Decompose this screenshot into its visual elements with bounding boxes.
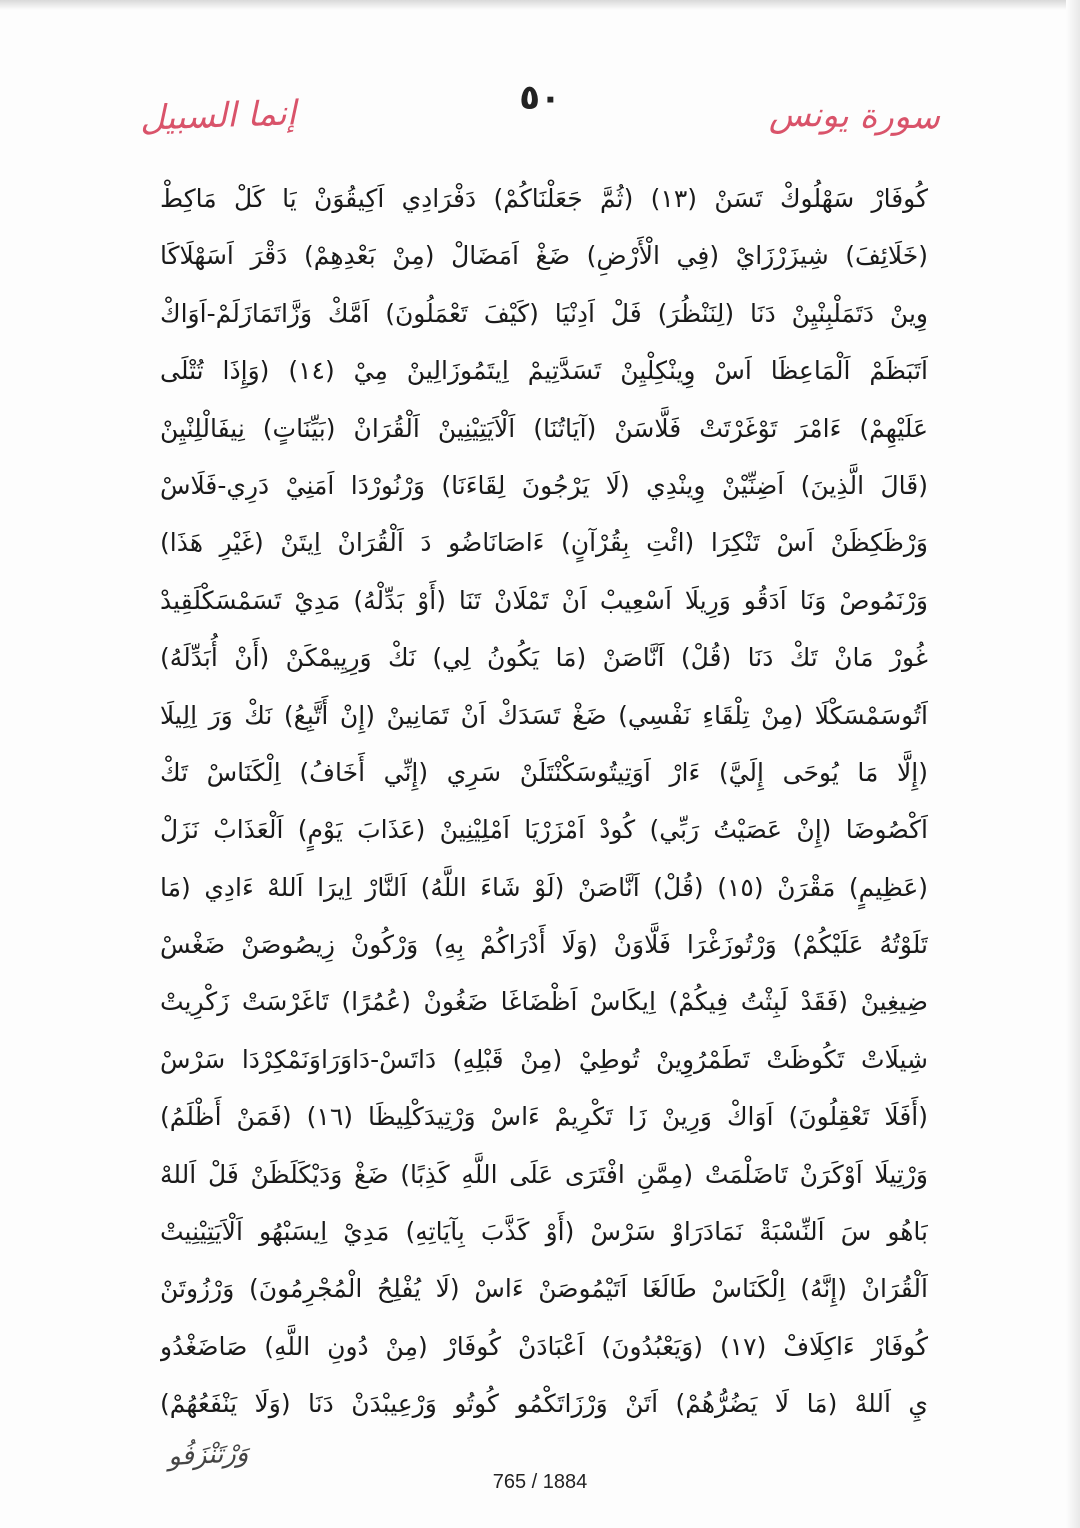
text-line: اَتَبَظَمْ اَلْمَاعِظَا اَسْ وِينْكِلْيِنْ تَسَدَّتِيمْ اِيتَمُوزَالِينْ مِيْ (١٤) (وَإِذَا تُتْلَى xyxy=(160,356,928,386)
text-line: (قَالَ الَّذِينَ) اَضِنِّيْنْ وِينْدِي (لَا يَرْجُونَ لِقَاءَنَا) وَرْنُورْدَا اَمَنِيْ دَرِي-فَلَاسْ xyxy=(160,470,928,500)
text-line: بَاهُو سَ اَلنِّسْبَةْ نَمَادَرَاوْ سَرْسْ (أَوْ كَذَّبَ بِآيَاتِهِ) مَدِيْ اِيسَبْهُو اَلْاَيَتِيْنِيتْ xyxy=(160,1217,928,1247)
text-line: كُوفَارْ سَهْلُوكْ تَسَنْ (١٣) (ثُمَّ جَعَلْنَاكُمْ) دَفْرَادِي اَكِيقُوَنْ يَا كَلْ مَاكِطْ xyxy=(160,184,928,213)
text-line: وَرْظَكِظَنْ اَسْ تَنْكِرَا (ائْتِ بِقُرْآنٍ) ءَاصَانَاضُو دَ اَلْقُرَانْ اِيتَنْ (غَيْرِ هَذَا) xyxy=(160,528,928,558)
scan-top-edge xyxy=(0,0,1080,10)
text-line: يِ اَللهْ (مَا لَا يَضُرُّهُمْ) اَتَنْ وَرْزَاتَكْمُو كُوتُو وَرْعِيبْدَنْ دَنَا (وَلَا يَنْفَعُهُمْ) xyxy=(160,1389,928,1419)
scan-right-edge xyxy=(1066,0,1080,1528)
text-line: عَلَيْهِمْ) ءَامْرَ تَوْغَرْتَتْ فَلَّاسَنْ (آيَاتُنَا) اَلْاَيَتِيْنِينْ اَلْقُرَانْ (بَيِّنَاتٍ) نِيفَالْلِنْيِنْ xyxy=(160,413,928,443)
body-text xyxy=(160,170,928,1433)
text-line: تَلَوْتُهُ عَلَيْكُمْ) وَرْتُوزَغْرَا فَلَّاوَنْ (وَلَا أَدْرَاكُمْ بِهِ) وَرْكُونْ زِيصُوصَنْ ضَغْسْ xyxy=(160,930,928,960)
text-line: (إِلَّا مَا يُوحَى إِلَيَّ) ءَارْ اَوَتِيتُوسَكْنْتَلَنْ سَرِي (إِنِّي أَخَافُ) اِلْكَنَاسْ تَكْ xyxy=(160,757,928,787)
text-line: اَلْقُرَانْ (إِنَّهُ) اِلْكَنَاسْ طَالَغَا اَتَيْمُوصَنْ ءَاسْ (لَا يُفْلِحُ الْمُجْرِمُونَ) وَرْزُوتَنْ xyxy=(160,1274,928,1304)
text-line: اَتُوسَمْسَكْلَا (مِنْ تِلْقَاءِ نَفْسِي) ضَغْ تَسَدَكْ اَنْ تَمَانِينْ (إِنْ أَتَّبِعُ) نَكْ وَرَ اِلِيلَا xyxy=(160,700,928,730)
page-counter: 765 / 1884 xyxy=(492,1471,588,1493)
header-right-note: سورة يونس xyxy=(768,94,941,138)
text-line: كُوفَارْ ءَاكِلَافْ (١٧) (وَيَعْبُدُونَ) اَعْبَادَنْ كُوفَارْ (مِنْ دُونِ اللَّهِ) صَاضَغْدُو xyxy=(160,1331,928,1361)
text-line: (خَلَائِفَ) شِيزَرْزَايْ (فِي الْأَرْضِ) ضَغْ اَمَضَالْ (مِنْ بَعْدِهِمْ) دَقْرَ اَسَهْلَاكَا xyxy=(160,241,928,271)
text-line: ضِيغِينْ (فَقَدْ لَبِثْتُ فِيكُمْ) اِيكَاسْ اَظْضَاغَا ضَغُونْ (عُمُرًا) تَاغَرْسَتْ زَكْرِيتْ xyxy=(160,987,928,1017)
text-line: (أَفَلَا تَعْقِلُونَ) اَوَاكْ وَرِينْ زَا تَكْرِيمْ ءَاسْ وَرْتِيدَكْلِيظَا (١٦) (فَمَنْ أَظْلَمُ) xyxy=(160,1102,928,1132)
text-line: غُورْ مَانْ تَكْ دَنَا (قُلْ) اَنَّاصَنْ (مَا يَكُونُ لِي) نَكْ وَرِيِيمْكَنْ (أَنْ أُبَدِّلَهُ) xyxy=(160,643,928,673)
text-line: وَرْتِيلَا اَوْكَرَنْ تَاضَلْمَتْ (مِمَّنِ افْتَرَى عَلَى اللَّهِ كَذِبًا) ضَغْ وَدَيْكَلَظَنْ فَلْ اَللهْ xyxy=(160,1159,928,1189)
text-line: وِينْ دَتَمَلْبِنْيِنْ دَنَا (لِنَنْظُرَ) فَلْ اَدِنْيَا (كَيْفَ تَعْمَلُونَ) اَمَّكْ وَزَّاتَمَازَلَمْ-اَوَاكْ xyxy=(160,298,928,328)
header-left-note: إنما السبيل xyxy=(139,93,297,139)
text-line: شِيلَاتْ تَكُوظَتْ تَطَمْرُوِينْ تُوطِيْ (مِنْ قَبْلِهِ) دَاتَسْ-دَاوَرَاوَنَمْكِرْدَا سَرْسْ xyxy=(160,1044,928,1074)
text-line: (عَظِيمٍ) مَقْرَنْ (١٥) (قُلْ) اَنَّاصَنْ (لَوْ شَاءَ اللَّهُ) اَلنَّارْ اِيرَا اَللهْ ءَادِي (مَا xyxy=(160,872,928,902)
page-number: ٥٠ xyxy=(519,78,561,118)
text-line: اَكْصُوضَا (إِنْ عَصَيْتُ رَبِّي) كُودْ اَمْزَرْيَا اَمْلِيْنِينْ (عَذَابَ يَوْمٍ) اَلْعَذَابْ نَزَلْ xyxy=(160,815,928,845)
catchword-note: وَرْتَنْزَفُو xyxy=(167,1437,250,1473)
text-line: وَرْنَمُوصْ وَنَا اَدَقُو وَرِيلَا اَسْعِيبْ اَنْ تَمْلَانْ تَنَا (أَوْ بَدِّلْهُ) مَدِيْ تَسَمْسَكْلَقِيدْ xyxy=(160,585,928,615)
